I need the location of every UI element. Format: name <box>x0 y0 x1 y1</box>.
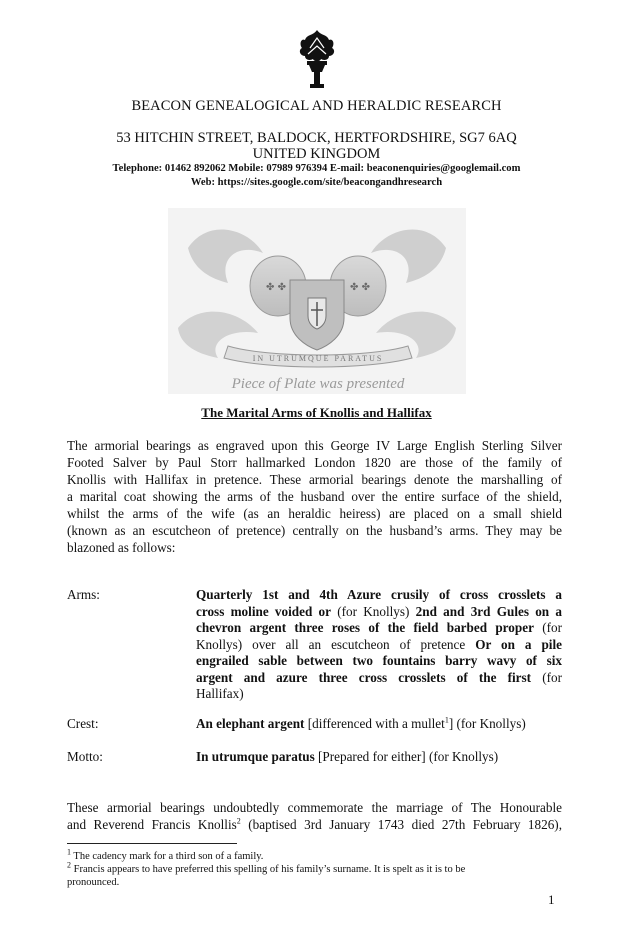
blazon-line: argent and azure three cross crosslets of the first (for <box>196 669 562 685</box>
intro-line: (known as an escutcheon of pretence) centrally on the husband’s arms. They may be <box>67 523 562 538</box>
beacon-brazier-icon <box>296 28 338 92</box>
organisation-name: BEACON GENEALOGICAL AND HERALDIC RESEARCH <box>131 98 502 114</box>
footnote-2: $^2$ Francis appears to have preferred this spelling of his family’s surname. It is spelt as it is to be pronounced. <box>67 860 466 888</box>
address-line-2: UNITED KINGDOM <box>252 146 381 162</box>
motto-ribbon-text: IN UTRUMQUE PARATUS <box>252 354 384 363</box>
footnote-1: $^1$ The cadency mark for a third son of a family. <box>67 847 264 862</box>
intro-line: Footed Salver by Paul Storr hallmarked London 1820 are those of the family of <box>67 455 562 470</box>
footnote-divider <box>67 843 237 844</box>
blazon-line: cross moline voided or (for Knollys) 2nd and 3rd Gules on a <box>196 603 562 619</box>
address-line-1: 53 HITCHIN STREET, BALDOCK, HERTFORDSHIRE, SG7 6AQ <box>116 130 517 146</box>
intro-line: blazoned as follows: <box>67 540 176 555</box>
page-number: 1 <box>548 892 555 907</box>
engraving-script-text: Piece of Plate was presented <box>231 376 405 392</box>
intro-line: a marital coat showing the arms of the husband over the entire surface of the shield, <box>67 489 562 504</box>
intro-line: The armorial bearings as engraved upon this George IV Large English Sterling Silver <box>67 438 562 453</box>
intro-line: whilst the arms of the wife (as an heraldic heiress) are placed on a small shield <box>67 506 562 521</box>
blazon-line: Knollys) over all an escutcheon of pretence Or on a pile <box>196 636 562 652</box>
motto-blazon: In utrumque paratus [Prepared for either] (for Knollys) <box>196 749 499 764</box>
blazon-line: engrailed sable between two fountains barry wavy of six <box>196 653 562 668</box>
blazon-line: Hallifax) <box>196 686 244 701</box>
closing-line: and Reverend Francis Knollis$^2$ (baptised 3rd January 1743 died 27th February 1826), <box>67 816 562 832</box>
closing-line: These armorial bearings undoubtedly commemorate the marriage of The Honourable <box>67 800 562 815</box>
crest-blazon: An elephant argent [differenced with a mullet$^1$] (for Knollys) <box>196 715 526 731</box>
contact-details: Telephone: 01462 892062 Mobile: 07989 976394 E-mail: beaconenquiries@googlemail.com <box>112 163 521 174</box>
arms-blazon <box>196 587 562 703</box>
page-title: The Marital Arms of Knollis and Hallifax <box>201 405 432 420</box>
blazon-line: Quarterly 1st and 4th Azure crusily of cross crosslets a <box>196 587 562 602</box>
blazon-line: chevron argent three roses of the field barbed proper (for <box>196 620 562 635</box>
intro-paragraph <box>67 437 562 556</box>
svg-text:✤ ✤: ✤ ✤ <box>266 282 286 293</box>
intro-line: Knollis with Hallifax in pretence. These armorial bearings denote the marshalling of <box>67 472 562 487</box>
website-line: Web: https://sites.google.com/site/beacongandhresearch <box>190 177 443 188</box>
crest-label: Crest: <box>67 716 99 731</box>
engraved-arms-image <box>168 208 466 394</box>
arms-label: Arms: <box>67 587 100 602</box>
closing-paragraph <box>67 799 562 833</box>
svg-text:✤ ✤: ✤ ✤ <box>350 282 370 293</box>
motto-label: Motto: <box>67 749 103 764</box>
